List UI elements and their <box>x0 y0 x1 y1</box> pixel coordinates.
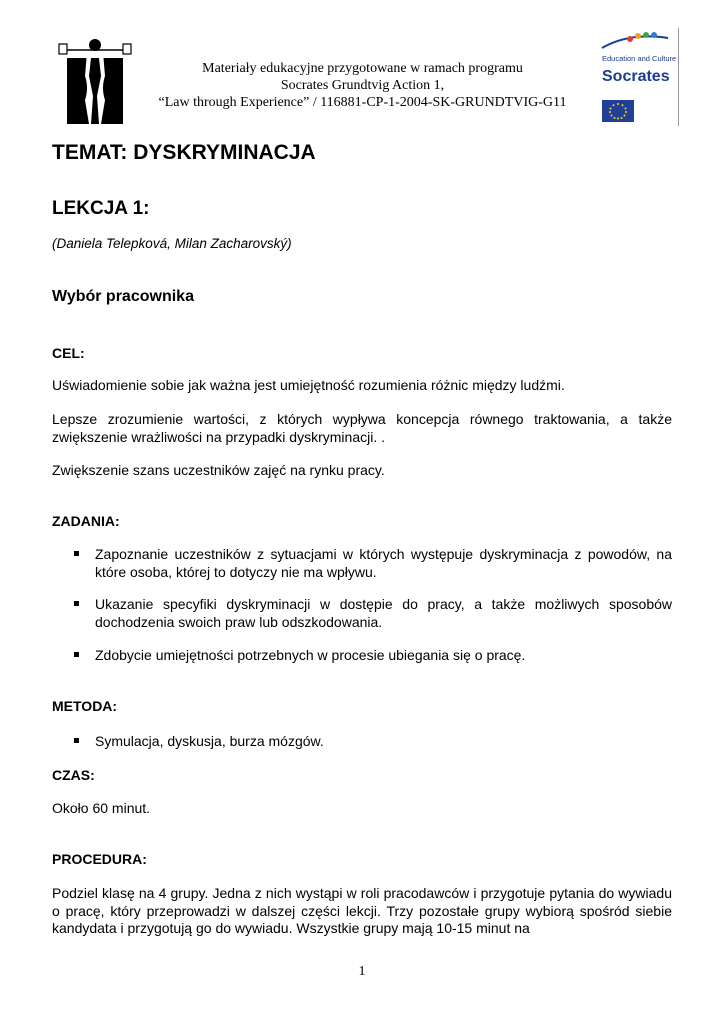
socrates-logo <box>598 28 679 126</box>
page-header <box>0 0 724 135</box>
list-item <box>52 596 672 631</box>
authors: (Daniela Telepková, Milan Zacharovský) <box>52 236 292 251</box>
procedura-text: Podziel klasę na 4 grupy. Jedna z nich wystąpi w roli pracodawców i przygotuje pytania do wywiadu o pracę, który przeprowadzi w dalszej części lekcji. Trzy pozostałe grupy wybiorą spośród siebie kandydata i przygotują go do wywiadu. Wszystkie grupy mają 10-15 minut na <box>52 885 672 936</box>
czas-text: Około 60 minut. <box>52 800 151 816</box>
cel-heading: CEL: <box>52 345 85 361</box>
eu-flag-icon <box>602 100 634 122</box>
bullet-icon <box>74 652 79 657</box>
zadania-list-3 <box>52 647 672 665</box>
page-title: TEMAT: DYSKRYMINACJA <box>52 141 316 164</box>
cel-paragraph-1: Uświadomienie sobie jak ważna jest umiejętność rozumienia różnic między ludźmi. <box>52 377 565 393</box>
list-item <box>52 733 672 751</box>
logo-caption: Education and Culture <box>602 54 677 63</box>
list-item-text: Zdobycie umiejętności potrzebnych w procesie ubiegania się o pracę. <box>95 647 526 663</box>
page-number: 1 <box>358 964 366 979</box>
zadania-list <box>52 546 672 581</box>
header-line-1: Materiały edukacyjne przygotowane w ramach programu <box>202 61 523 76</box>
grundtvig-figure-logo <box>55 36 135 126</box>
metoda-list <box>52 733 672 751</box>
bullet-icon <box>74 738 79 743</box>
header-line-3: “Law through Experience” / 116881-CP-1-2004-SK-GRUNDTVIG-G11 <box>158 95 567 110</box>
cel-paragraph-3: Zwiększenie szans uczestników zajęć na rynku pracy. <box>52 462 385 478</box>
list-item-text: Zapoznanie uczestników z sytuacjami w których występuje dyskryminacja z powodów, na które osoba, której to dotyczy nie ma wpływu. <box>95 546 672 580</box>
lesson-heading: LEKCJA 1: <box>52 198 150 219</box>
cel-paragraph-2: Lepsze zrozumienie wartości, z których wypływa koncepcja równego traktowania, a także zwiększenie wrażliwości na przypadki dyskryminacji. . <box>52 411 672 445</box>
list-item-text: Ukazanie specyfiki dyskryminacji w dostępie do pracy, a także możliwych sposobów dochodzenia swoich praw lub odszkodowania. <box>95 596 672 630</box>
zadania-heading: ZADANIA: <box>52 513 120 529</box>
bullet-icon <box>74 551 79 556</box>
zadania-list-2 <box>52 596 672 631</box>
logo-brand: Socrates <box>602 68 670 85</box>
header-text <box>140 60 585 111</box>
lesson-subtitle: Wybór pracownika <box>52 288 194 305</box>
procedura-heading: PROCEDURA: <box>52 851 147 867</box>
list-item <box>52 647 672 665</box>
dots-swoosh-icon <box>600 30 670 52</box>
metoda-heading: METODA: <box>52 698 118 714</box>
list-item-text: Symulacja, dyskusja, burza mózgów. <box>95 733 324 749</box>
header-line-2: Socrates Grundtvig Action 1, <box>280 78 445 93</box>
list-item <box>52 546 672 581</box>
czas-heading: CZAS: <box>52 767 95 783</box>
bullet-icon <box>74 601 79 606</box>
